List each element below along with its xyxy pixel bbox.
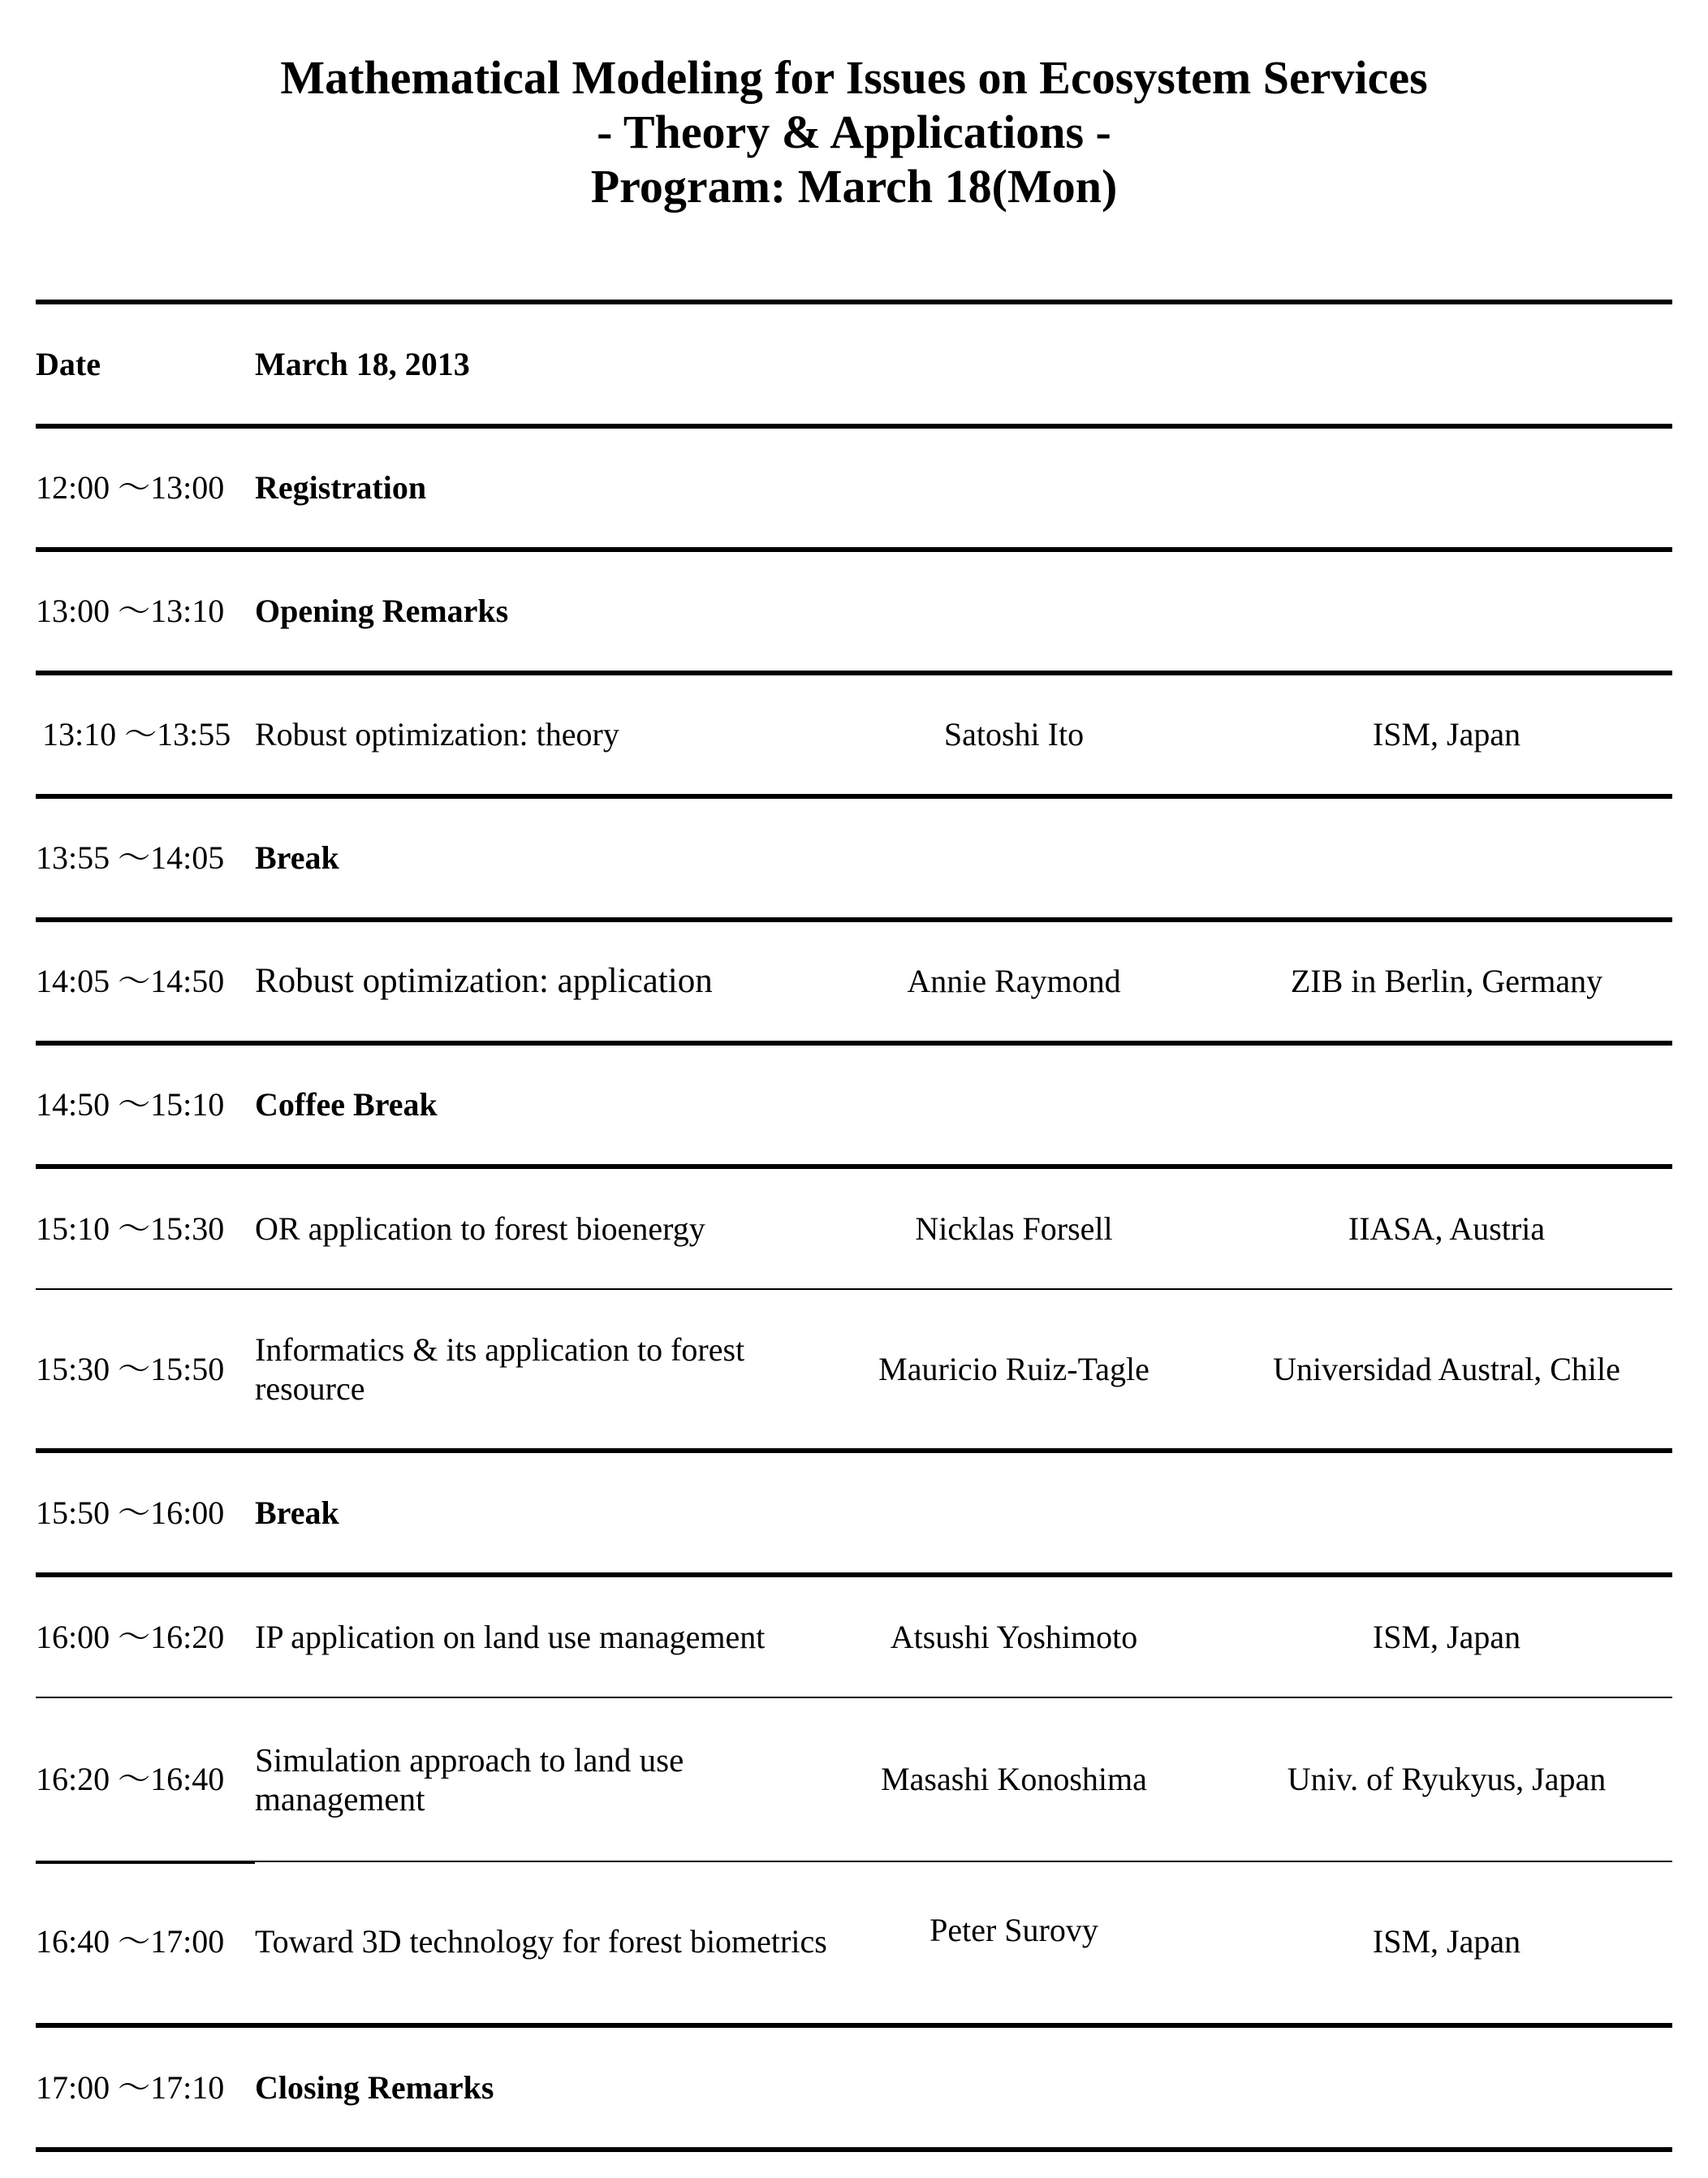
session-time: 16:20 ～16:40 — [36, 1761, 225, 1797]
session-affiliation: IIASA, Austria — [1348, 1210, 1546, 1247]
session-time: 15:30 ～15:50 — [36, 1350, 225, 1387]
session-title: Registration — [255, 469, 427, 506]
session-title: Opening Remarks — [255, 593, 509, 629]
session-time: 14:50 ～15:10 — [36, 1086, 225, 1123]
page-title: Mathematical Modeling for Issues on Ecosystem Services — [280, 51, 1428, 104]
session-affiliation: ISM, Japan — [1372, 1923, 1521, 1960]
session-speaker: Nicklas Forsell — [915, 1210, 1113, 1247]
session-affiliation: ISM, Japan — [1372, 716, 1521, 753]
date-value: March 18, 2013 — [255, 345, 470, 382]
session-title: Robust optimization: theory — [255, 716, 619, 753]
session-time: 16:00 ～16:20 — [36, 1618, 225, 1655]
table-row — [36, 547, 1672, 671]
session-speaker: Peter Surovy — [929, 1912, 1098, 1948]
date-label: Date — [36, 345, 101, 382]
session-title: Coffee Break — [255, 1086, 438, 1123]
session-affiliation: Universidad Austral, Chile — [1273, 1350, 1620, 1387]
session-time: 17:00 ～17:10 — [36, 2068, 225, 2106]
table-row — [36, 424, 1672, 547]
table-row — [36, 1448, 1672, 1572]
session-time: 12:00 ～13:00 — [36, 469, 225, 506]
session-time: 13:10 ～13:55 — [42, 716, 231, 753]
session-speaker: Mauricio Ruiz-Tagle — [878, 1350, 1149, 1387]
session-title: Closing Remarks — [255, 2068, 494, 2106]
session-title: OR application to forest bioenergy — [255, 1210, 705, 1247]
session-title: Informatics & its application to forest resource — [255, 1331, 745, 1407]
session-speaker: Annie Raymond — [907, 963, 1121, 999]
table-row — [36, 1697, 1672, 1861]
date-row — [36, 300, 1672, 424]
page-header — [0, 50, 1708, 213]
session-time: 13:00 ～13:10 — [36, 593, 225, 629]
program-table — [36, 300, 1672, 2152]
session-speaker: Atsushi Yoshimoto — [890, 1618, 1138, 1655]
table-row — [36, 794, 1672, 917]
session-title: Toward 3D technology for forest biometrics — [255, 1923, 827, 1960]
session-title: Break — [255, 1494, 339, 1531]
program-date-heading: Program: March 18(Mon) — [590, 160, 1118, 213]
table-row — [36, 1164, 1672, 1288]
session-time: 15:10 ～15:30 — [36, 1210, 225, 1247]
table-row — [36, 917, 1672, 1041]
session-time: 16:40 ～17:00 — [36, 1923, 225, 1960]
session-title: Robust optimization: application — [255, 962, 713, 1000]
session-time: 15:50 ～16:00 — [36, 1494, 225, 1531]
session-time: 13:55 ～14:05 — [36, 839, 225, 876]
session-time: 14:05 ～14:50 — [36, 963, 225, 999]
table-row — [36, 1861, 1672, 2023]
table-row — [36, 1041, 1672, 1164]
session-affiliation: ISM, Japan — [1372, 1618, 1521, 1655]
table-row — [36, 1288, 1672, 1448]
page-subtitle: - Theory & Applications - — [597, 106, 1111, 158]
session-speaker: Satoshi Ito — [943, 716, 1085, 753]
session-affiliation: Univ. of Ryukyus, Japan — [1287, 1761, 1607, 1797]
session-title: Simulation approach to land use management — [255, 1741, 684, 1818]
session-title: IP application on land use management — [255, 1618, 766, 1655]
table-row — [36, 1572, 1672, 1697]
session-affiliation: ZIB in Berlin, Germany — [1290, 963, 1603, 999]
session-speaker: Masashi Konoshima — [881, 1761, 1147, 1797]
table-row — [36, 671, 1672, 794]
session-title: Break — [255, 839, 339, 876]
table-row — [36, 2023, 1672, 2152]
